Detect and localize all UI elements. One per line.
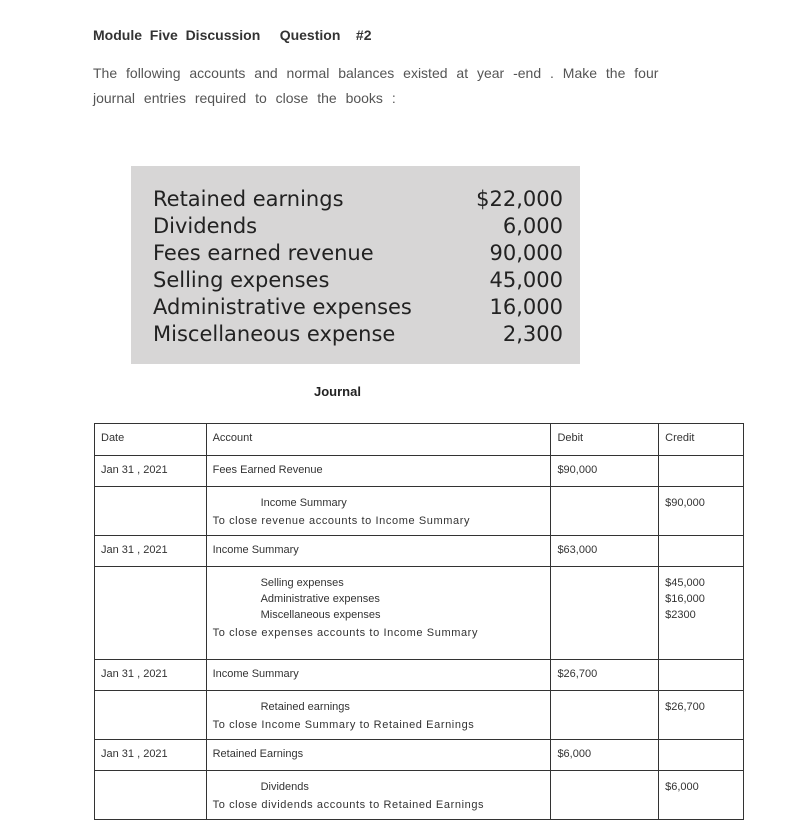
table-row <box>95 536 744 567</box>
credit-account: Dividends <box>260 781 309 793</box>
entry-description: To close dividends accounts to Retained Earnings <box>212 799 485 811</box>
entry-date-empty <box>95 487 207 536</box>
header-account: Account <box>206 424 551 456</box>
credit-amount-empty <box>659 740 744 771</box>
balance-name: Fees earned revenue <box>153 241 374 265</box>
header-debit: Debit <box>551 424 659 456</box>
credit-amount: $6,000 <box>665 781 699 793</box>
entry-date-empty <box>95 567 207 660</box>
entry-date-empty <box>95 771 207 820</box>
debit-amount-empty <box>551 567 659 660</box>
table-row <box>95 691 744 740</box>
debit-amount: $63,000 <box>551 536 659 567</box>
credit-account: Retained earnings <box>260 701 350 713</box>
credit-amount-empty <box>659 536 744 567</box>
balance-value: 6,000 <box>502 214 563 238</box>
table-row <box>95 456 744 487</box>
credit-amount-empty <box>659 456 744 487</box>
entry-date: Jan 31 , 2021 <box>95 740 207 771</box>
credit-amount: $45,000 <box>665 577 705 589</box>
balance-name: Dividends <box>153 214 258 238</box>
credit-amount: $2300 <box>665 609 696 621</box>
credit-amount: $16,000 <box>665 593 705 605</box>
balance-name: Miscellaneous expense <box>153 322 396 346</box>
balance-value: 2,300 <box>502 322 563 346</box>
debit-amount: $26,700 <box>551 660 659 691</box>
debit-account: Retained Earnings <box>206 740 551 771</box>
balance-value: 45,000 <box>489 268 563 292</box>
debit-amount-empty <box>551 771 659 820</box>
balance-value: $22,000 <box>476 187 563 211</box>
credit-account-cell <box>206 771 551 820</box>
debit-amount-empty <box>551 691 659 740</box>
header-credit: Credit <box>659 424 744 456</box>
credit-account: Administrative expenses <box>260 593 380 605</box>
entry-description: To close revenue accounts to Income Summary <box>212 515 471 527</box>
table-header-row <box>95 424 744 456</box>
balance-name: Administrative expenses <box>153 295 412 319</box>
balance-value: 16,000 <box>489 295 563 319</box>
entry-date-empty <box>95 691 207 740</box>
balance-name: Selling expenses <box>153 268 330 292</box>
entry-date: Jan 31 , 2021 <box>95 536 207 567</box>
credit-amount-cell <box>659 567 744 660</box>
credit-account: Selling expenses <box>260 577 344 589</box>
entry-description: To close Income Summary to Retained Earnings <box>212 719 475 731</box>
debit-account: Income Summary <box>206 660 551 691</box>
intro-text: The following accounts and normal balances existed at year -end . Make the four journal entries required to close the books : <box>93 65 659 106</box>
entry-date: Jan 31 , 2021 <box>95 660 207 691</box>
account-balances-image <box>131 166 580 364</box>
balance-values <box>476 186 563 348</box>
balance-names <box>153 186 412 348</box>
credit-amount: $26,700 <box>665 701 705 713</box>
credit-amount-empty <box>659 660 744 691</box>
debit-amount-empty <box>551 487 659 536</box>
credit-account-cell <box>206 691 551 740</box>
credit-account-cell <box>206 567 551 660</box>
journal-title: Journal <box>314 384 361 399</box>
debit-amount: $90,000 <box>551 456 659 487</box>
credit-account: Income Summary <box>260 497 347 509</box>
credit-account: Miscellaneous expenses <box>260 609 381 621</box>
table-row <box>95 660 744 691</box>
table-row <box>95 771 744 820</box>
page-title: Module Five Discussion Question #2 <box>93 27 372 43</box>
entry-description: To close expenses accounts to Income Summary <box>212 627 479 639</box>
debit-account: Income Summary <box>206 536 551 567</box>
entry-date: Jan 31 , 2021 <box>95 456 207 487</box>
table-row <box>95 740 744 771</box>
credit-amount-cell <box>659 487 744 536</box>
table-row <box>95 567 744 660</box>
header-date: Date <box>95 424 207 456</box>
debit-amount: $6,000 <box>551 740 659 771</box>
balance-name: Retained earnings <box>153 187 344 211</box>
credit-amount: $90,000 <box>665 497 705 509</box>
debit-account: Fees Earned Revenue <box>206 456 551 487</box>
credit-account-cell <box>206 487 551 536</box>
credit-amount-cell <box>659 691 744 740</box>
balance-value: 90,000 <box>489 241 563 265</box>
credit-amount-cell <box>659 771 744 820</box>
journal-table <box>94 423 744 820</box>
table-row <box>95 487 744 536</box>
